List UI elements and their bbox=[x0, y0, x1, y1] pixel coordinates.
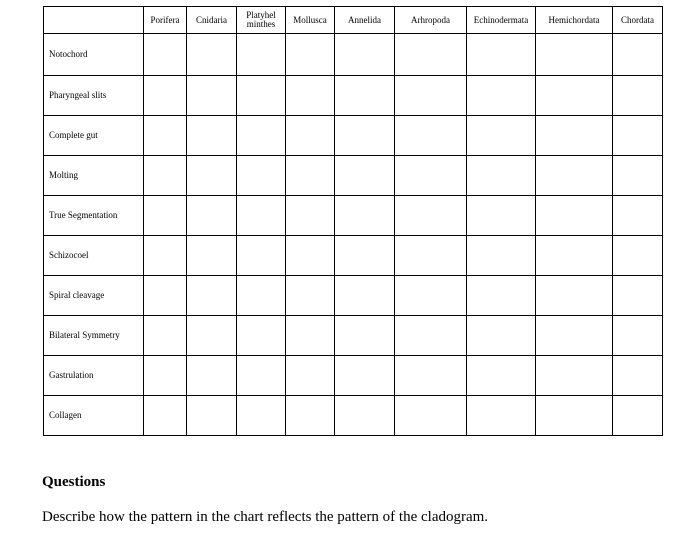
table-cell[interactable] bbox=[536, 116, 613, 156]
column-header-porifera: Porifera bbox=[144, 7, 187, 34]
table-cell[interactable] bbox=[467, 116, 536, 156]
table-cell[interactable] bbox=[395, 356, 467, 396]
table-cell[interactable] bbox=[335, 356, 395, 396]
table-cell[interactable] bbox=[187, 76, 237, 116]
table-cell[interactable] bbox=[187, 396, 237, 436]
row-label: Notochord bbox=[44, 34, 144, 76]
table-cell[interactable] bbox=[467, 356, 536, 396]
table-cell[interactable] bbox=[144, 276, 187, 316]
table-cell[interactable] bbox=[286, 116, 335, 156]
table-cell[interactable] bbox=[187, 116, 237, 156]
table-row bbox=[44, 396, 663, 436]
table-cell[interactable] bbox=[467, 276, 536, 316]
table-cell[interactable] bbox=[613, 236, 663, 276]
table-cell[interactable] bbox=[144, 116, 187, 156]
table-cell[interactable] bbox=[187, 196, 237, 236]
table-cell[interactable] bbox=[395, 396, 467, 436]
table-row bbox=[44, 196, 663, 236]
table-cell[interactable] bbox=[467, 316, 536, 356]
table-cell[interactable] bbox=[613, 76, 663, 116]
column-header-annelida: Annelida bbox=[335, 7, 395, 34]
table-cell[interactable] bbox=[467, 196, 536, 236]
table-cell[interactable] bbox=[187, 34, 237, 76]
column-header-hemichordata: Hemichordata bbox=[536, 7, 613, 34]
table-cell[interactable] bbox=[237, 76, 286, 116]
table-cell[interactable] bbox=[237, 156, 286, 196]
table-cell[interactable] bbox=[144, 356, 187, 396]
table-cell[interactable] bbox=[335, 34, 395, 76]
table-cell[interactable] bbox=[286, 34, 335, 76]
table-cell[interactable] bbox=[187, 156, 237, 196]
table-cell[interactable] bbox=[335, 76, 395, 116]
table-cell[interactable] bbox=[536, 196, 613, 236]
table-cell[interactable] bbox=[335, 316, 395, 356]
table-row bbox=[44, 356, 663, 396]
table-cell[interactable] bbox=[335, 236, 395, 276]
table-row bbox=[44, 34, 663, 76]
table-row bbox=[44, 76, 663, 116]
table-cell[interactable] bbox=[187, 356, 237, 396]
table-cell[interactable] bbox=[286, 156, 335, 196]
row-label: Bilateral Symmetry bbox=[44, 316, 144, 356]
table-cell[interactable] bbox=[395, 156, 467, 196]
table-cell[interactable] bbox=[613, 316, 663, 356]
table-cell[interactable] bbox=[335, 276, 395, 316]
table-cell[interactable] bbox=[144, 156, 187, 196]
table-cell[interactable] bbox=[286, 196, 335, 236]
table-cell[interactable] bbox=[237, 236, 286, 276]
table-cell[interactable] bbox=[237, 196, 286, 236]
table-cell[interactable] bbox=[286, 276, 335, 316]
table-cell[interactable] bbox=[144, 236, 187, 276]
column-header-chordata: Chordata bbox=[613, 7, 663, 34]
row-label: True Segmentation bbox=[44, 196, 144, 236]
table-cell[interactable] bbox=[395, 236, 467, 276]
table-cell[interactable] bbox=[395, 316, 467, 356]
table-cell[interactable] bbox=[467, 236, 536, 276]
row-label: Spiral cleavage bbox=[44, 276, 144, 316]
column-header-arhropoda: Arhropoda bbox=[395, 7, 467, 34]
table-cell[interactable] bbox=[395, 116, 467, 156]
table-cell[interactable] bbox=[187, 276, 237, 316]
table-cell[interactable] bbox=[536, 396, 613, 436]
table-cell[interactable] bbox=[286, 396, 335, 436]
table-cell[interactable] bbox=[237, 116, 286, 156]
table-cell[interactable] bbox=[613, 356, 663, 396]
table-cell[interactable] bbox=[536, 316, 613, 356]
table-cell[interactable] bbox=[237, 396, 286, 436]
table-cell[interactable] bbox=[237, 316, 286, 356]
table-cell[interactable] bbox=[467, 396, 536, 436]
table-cell[interactable] bbox=[286, 76, 335, 116]
table-row bbox=[44, 276, 663, 316]
column-header-mollusca: Mollusca bbox=[286, 7, 335, 34]
header-row bbox=[44, 7, 663, 34]
column-header-cnidaria: Cnidaria bbox=[187, 7, 237, 34]
table-row bbox=[44, 316, 663, 356]
table-cell[interactable] bbox=[536, 236, 613, 276]
table-cell[interactable] bbox=[144, 316, 187, 356]
table-cell[interactable] bbox=[395, 276, 467, 316]
table-cell[interactable] bbox=[144, 196, 187, 236]
questions-prompt: Describe how the pattern in the chart reflects the pattern of the cladogram. bbox=[42, 509, 489, 525]
table-cell[interactable] bbox=[286, 356, 335, 396]
table-cell[interactable] bbox=[395, 76, 467, 116]
row-label: Schizocoel bbox=[44, 236, 144, 276]
row-label: Pharyngeal slits bbox=[44, 76, 144, 116]
table-cell[interactable] bbox=[335, 156, 395, 196]
row-label: Molting bbox=[44, 156, 144, 196]
header-corner-cell bbox=[44, 7, 144, 34]
table-cell[interactable] bbox=[144, 396, 187, 436]
table-cell[interactable] bbox=[613, 156, 663, 196]
table-cell[interactable] bbox=[237, 356, 286, 396]
table-cell[interactable] bbox=[536, 356, 613, 396]
table-cell[interactable] bbox=[536, 34, 613, 76]
table-cell[interactable] bbox=[335, 396, 395, 436]
row-label: Collagen bbox=[44, 396, 144, 436]
table-row bbox=[44, 156, 663, 196]
table-cell[interactable] bbox=[286, 316, 335, 356]
table-body bbox=[44, 34, 663, 436]
table-cell[interactable] bbox=[613, 116, 663, 156]
table-cell[interactable] bbox=[613, 196, 663, 236]
table-cell[interactable] bbox=[395, 34, 467, 76]
table-cell[interactable] bbox=[536, 276, 613, 316]
table-cell[interactable] bbox=[144, 76, 187, 116]
table-cell[interactable] bbox=[613, 396, 663, 436]
table-cell[interactable] bbox=[467, 76, 536, 116]
table-cell[interactable] bbox=[237, 276, 286, 316]
trait-table bbox=[43, 6, 663, 436]
row-label: Complete gut bbox=[44, 116, 144, 156]
table-cell[interactable] bbox=[467, 156, 536, 196]
table-cell[interactable] bbox=[144, 34, 187, 76]
table-cell[interactable] bbox=[536, 76, 613, 116]
table-cell[interactable] bbox=[187, 316, 237, 356]
table-cell[interactable] bbox=[335, 196, 395, 236]
table-cell[interactable] bbox=[467, 34, 536, 76]
column-header-echinodermata: Echinodermata bbox=[467, 7, 536, 34]
table-cell[interactable] bbox=[536, 156, 613, 196]
table-cell[interactable] bbox=[335, 116, 395, 156]
table-cell[interactable] bbox=[613, 34, 663, 76]
table-cell[interactable] bbox=[237, 34, 286, 76]
questions-heading: Questions bbox=[42, 474, 106, 490]
row-label: Gastrulation bbox=[44, 356, 144, 396]
column-header-platyhelminthes: Platyhel minthes bbox=[237, 7, 286, 34]
table-cell[interactable] bbox=[395, 196, 467, 236]
table-cell[interactable] bbox=[286, 236, 335, 276]
table-cell[interactable] bbox=[187, 236, 237, 276]
table-row bbox=[44, 236, 663, 276]
table-cell[interactable] bbox=[613, 276, 663, 316]
table-row bbox=[44, 116, 663, 156]
